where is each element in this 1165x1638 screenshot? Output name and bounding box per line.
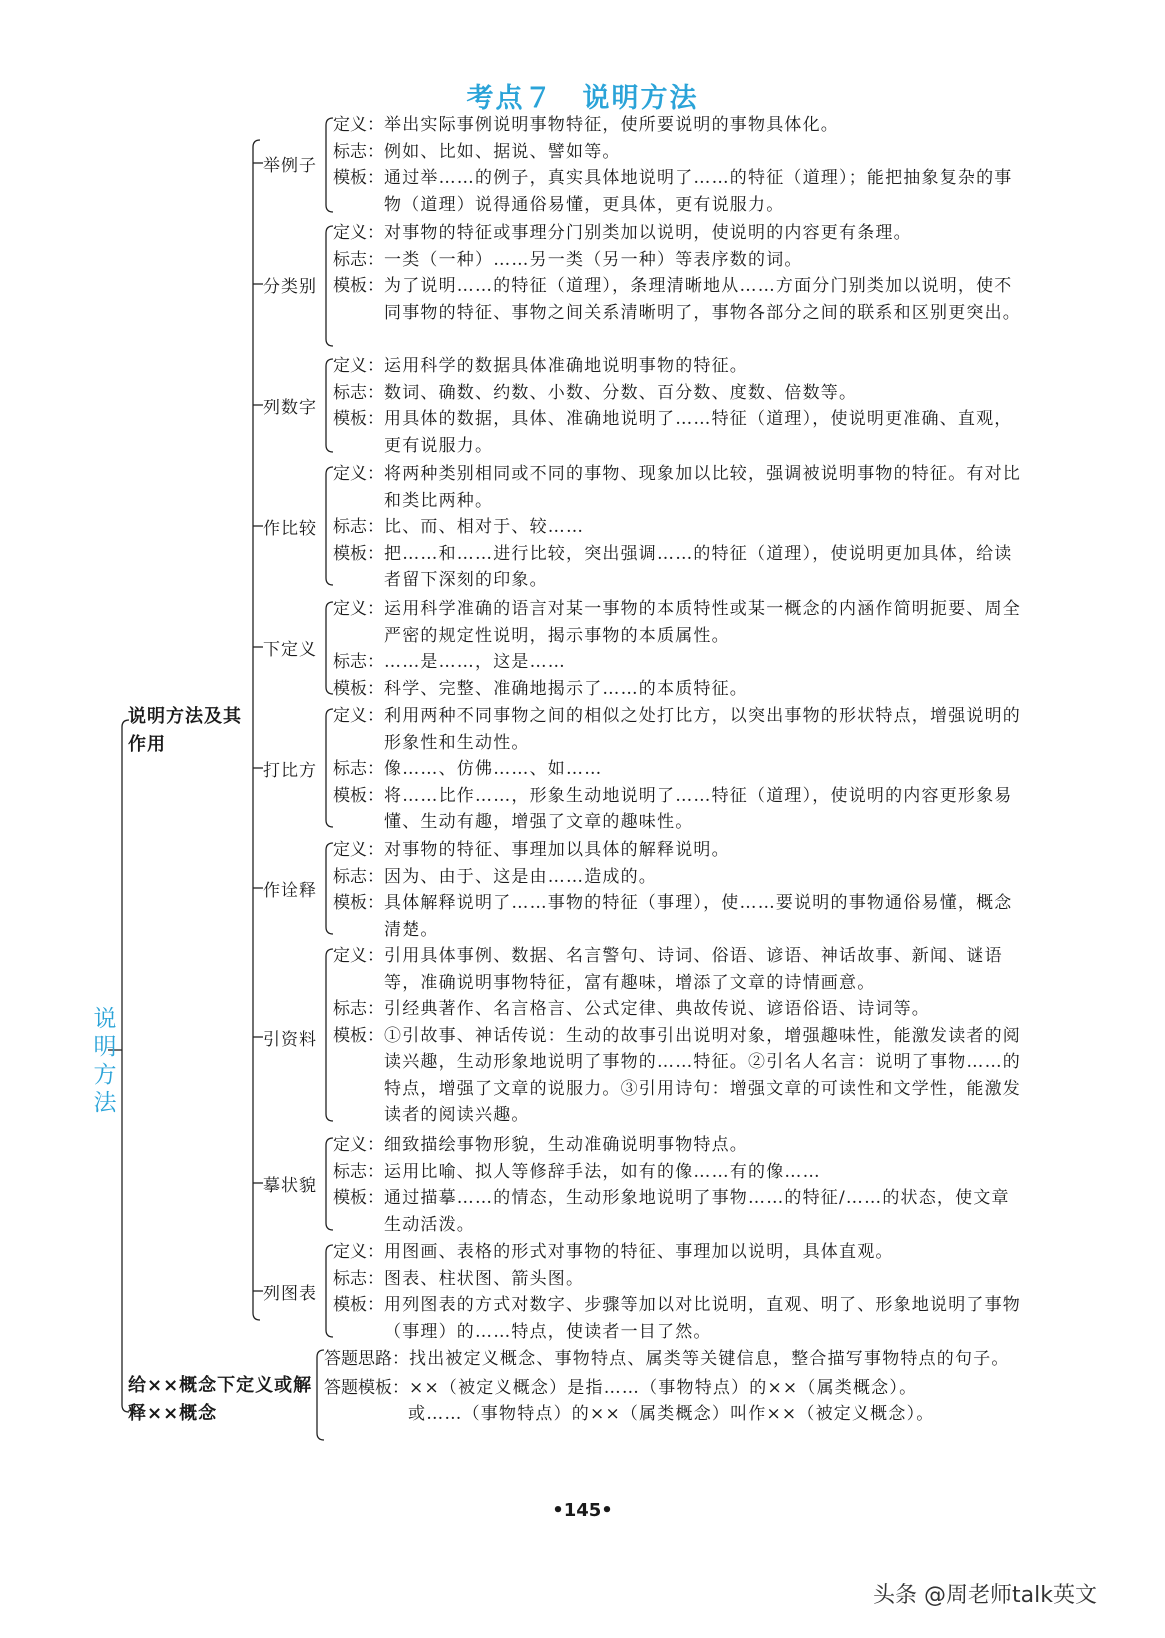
- list-item: [333, 1159, 1023, 1186]
- item-value: ①引故事、神话传说：生动的故事引出说明对象，增强趣味性，能激发读者的阅读兴趣，生动形象地说明了事物的……特征。②引名人名言：说明了事物……的特点，增强了文章的说服力。③引用诗句：增强文章的可读性和文学性，能激发读者的阅读兴趣。: [384, 1025, 1021, 1125]
- method-label: 作比较: [263, 519, 317, 539]
- item-value: 找出被定义概念、事物特点、属类等关键信息，整合描写事物特点的句子。: [409, 1349, 1010, 1369]
- item-value: 具体解释说明了……事物的特征（事理），使……要说明的事物通俗易懂，概念清楚。: [384, 893, 1013, 940]
- item-key: 标志：: [333, 1268, 384, 1289]
- item-key: 答题思路：: [324, 1349, 409, 1369]
- list-item: [333, 996, 1023, 1023]
- item-value: 通过举……的例子，真实具体地说明了……的特征（道理）；能把抽象复杂的事物（道理）说得通俗易懂，更具体，更有说服力。: [384, 168, 1013, 215]
- list-item: [333, 1239, 1023, 1266]
- list-item: [333, 1132, 1023, 1159]
- item-value: ……是……，这是……: [384, 652, 566, 672]
- list-item: [333, 165, 1023, 218]
- method-items: [333, 1239, 1023, 1345]
- method-bracket: [326, 226, 333, 346]
- item-value: 将两种类别相同或不同的事物、现象加以比较，强调被说明事物的特征。有对比和类比两种。: [384, 464, 1021, 511]
- page-title: 考点７ 说明方法: [466, 83, 699, 114]
- item-key: 定义：: [333, 946, 384, 966]
- item-value: 对事物的特征、事理加以具体的解释说明。: [384, 840, 730, 860]
- item-value: 举出实际事例说明事物特征，使所要说明的事物具体化。: [384, 115, 839, 135]
- watermark: 头条 @周老师talk英文: [873, 1583, 1097, 1608]
- method-bracket: [326, 467, 333, 585]
- item-key: 模板：: [333, 1295, 384, 1315]
- method-label: 分类别: [263, 277, 317, 297]
- item-value: 引用具体事例、数据、名言警句、诗词、俗语、谚语、神话故事、新闻、谜语等，准确说明事物特征，富有趣味，增添了文章的诗情画意。: [384, 946, 1003, 993]
- list-item: [333, 864, 1023, 891]
- item-value: 数词、确数、约数、小数、分数、百分数、度数、倍数等。: [384, 382, 858, 403]
- method-items: [333, 353, 1023, 459]
- list-item: [333, 514, 1023, 541]
- item-value: 运用科学准确的语言对某一事物的本质特性或某一概念的内涵作简明扼要、周全严密的规定性说明，揭示事物的本质属性。: [384, 599, 1021, 646]
- item-value: 利用两种不同事物之间的相似之处打比方，以突出事物的形状特点，增强说明的形象性和生动性。: [384, 706, 1021, 753]
- list-item: [333, 273, 1023, 326]
- list-item: [324, 1401, 1024, 1428]
- item-value: 对事物的特征或事理分门别类加以说明，使说明的内容更有条理。: [384, 223, 912, 243]
- list-item: [333, 406, 1023, 459]
- item-key: 标志：: [333, 517, 384, 537]
- item-key: 定义：: [333, 1242, 384, 1262]
- method-bracket: [326, 843, 333, 934]
- method-label: 打比方: [263, 761, 317, 781]
- item-key: 模板：: [333, 1025, 384, 1046]
- list-item: [324, 1375, 1024, 1402]
- list-item: [333, 1292, 1023, 1345]
- list-item: [333, 1023, 1023, 1129]
- item-value: ××（被定义概念）是指……（事物特点）的××（属类概念）。: [409, 1377, 918, 1398]
- method-items: [333, 943, 1023, 1129]
- item-key: 标志：: [333, 759, 384, 779]
- section-label-methods: 说明方法及其作用: [128, 706, 242, 755]
- method-label: 摹状貌: [263, 1176, 317, 1196]
- item-value: 一类（一种）……另一类（另一种）等表序数的词。: [384, 249, 803, 270]
- item-key: 定义：: [333, 356, 384, 376]
- method-bracket: [326, 118, 333, 212]
- list-item: [333, 837, 1023, 864]
- list-item: [333, 353, 1023, 380]
- method-items: [333, 220, 1023, 326]
- list-item: [333, 247, 1023, 274]
- item-value: 像……、仿佛……、如……: [384, 759, 603, 779]
- item-value: 因为、由于、这是由……造成的。: [384, 866, 657, 887]
- item-value: 把……和……进行比较，突出强调……的特征（道理），使说明更加具体，给读者留下深刻的印象。: [384, 543, 1013, 590]
- method-items: [333, 1132, 1023, 1238]
- method-bracket: [326, 1245, 333, 1337]
- method-items: [333, 596, 1023, 702]
- list-item: [333, 1185, 1023, 1238]
- item-value: 细致描绘事物形貌，生动准确说明事物特点。: [384, 1135, 748, 1155]
- method-items: [333, 461, 1023, 594]
- list-item: [333, 596, 1023, 649]
- method-label: 列图表: [263, 1284, 317, 1304]
- item-key: 定义：: [333, 1135, 384, 1155]
- item-key: 定义：: [333, 115, 384, 135]
- item-key: 标志：: [333, 999, 384, 1019]
- item-value: 为了说明……的特征（道理），条理清晰地从……方面分门别类加以说明，使不同事物的特征、事物之间关系清晰明了，事物各部分之间的联系和区别更突出。: [384, 276, 1021, 323]
- method-label: 引资料: [263, 1030, 317, 1050]
- item-key: 标志：: [333, 249, 384, 270]
- method-items: [333, 837, 1023, 943]
- item-value: 图表、柱状图、箭头图。: [384, 1268, 585, 1289]
- item-key: 标志：: [333, 1161, 384, 1182]
- methods-bracket: [253, 140, 260, 1320]
- item-value: 比、而、相对于、较……: [384, 517, 585, 537]
- list-item: [333, 676, 1023, 703]
- item-key: 定义：: [333, 464, 384, 484]
- list-item: [333, 541, 1023, 594]
- method-bracket: [326, 709, 333, 827]
- item-key: 定义：: [333, 599, 384, 619]
- root-bracket: [122, 720, 129, 1412]
- method-bracket: [326, 602, 333, 694]
- item-key: 标志：: [333, 652, 384, 672]
- item-value: 将……比作……，形象生动地说明了……特征（道理），使说明的内容更形象易懂、生动有趣，增强了文章的趣味性。: [384, 785, 1013, 832]
- item-key: 模板：: [333, 678, 384, 699]
- item-value: 用列图表的方式对数字、步骤等加以对比说明，直观、明了、形象地说明了事物（事理）的……特点，使读者一目了然。: [384, 1295, 1021, 1342]
- list-item: [333, 890, 1023, 943]
- method-bracket: [326, 949, 333, 1121]
- method-label: 举例子: [263, 156, 317, 176]
- definition-bracket: [317, 1350, 324, 1440]
- method-bracket: [326, 1138, 333, 1230]
- list-item: [333, 703, 1023, 756]
- list-item: [333, 380, 1023, 407]
- root-label: 说明方法: [93, 1006, 117, 1116]
- item-value: 运用科学的数据具体准确地说明事物的特征。: [384, 356, 748, 376]
- list-item: [333, 756, 1023, 783]
- list-item: [333, 943, 1023, 996]
- item-value: 或……（事物特点）的××（属类概念）叫作××（被定义概念）。: [408, 1404, 935, 1424]
- list-item: [333, 220, 1023, 247]
- item-value: 用具体的数据，具体、准确地说明了……特征（道理），使说明更准确、直观，更有说服力。: [384, 409, 1013, 456]
- item-key: 模板：: [333, 168, 384, 188]
- item-key: 模板：: [333, 785, 384, 806]
- item-key: 标志：: [333, 382, 384, 403]
- item-key: 定义：: [333, 840, 384, 860]
- item-key: 定义：: [333, 223, 384, 243]
- page-number: •145•: [552, 1500, 613, 1521]
- method-items: [333, 112, 1023, 218]
- item-value: 引经典著作、名言格言、公式定律、典故传说、谚语俗语、诗词等。: [384, 999, 930, 1019]
- list-item: [333, 112, 1023, 139]
- item-key: 标志：: [333, 141, 384, 162]
- item-key: 答题模板：: [324, 1377, 409, 1398]
- method-items: [333, 703, 1023, 836]
- method-bracket: [326, 359, 333, 452]
- item-value: 运用比喻、拟人等修辞手法，如有的像……有的像……: [384, 1161, 821, 1182]
- method-label: 列数字: [263, 398, 317, 418]
- list-item: [333, 649, 1023, 676]
- item-key: 模板：: [333, 893, 384, 913]
- item-key: 标志：: [333, 866, 384, 887]
- method-label: 作诠释: [263, 881, 317, 901]
- list-item: [333, 139, 1023, 166]
- item-value: 通过描摹……的情态，生动形象地说明了事物……的特征/……的状态，使文章生动活泼。: [384, 1188, 1010, 1235]
- list-item: [333, 461, 1023, 514]
- list-item: [333, 1266, 1023, 1293]
- item-key: 模板：: [333, 409, 384, 429]
- list-item: [333, 783, 1023, 836]
- section-label-definition: 给××概念下定义或解释××概念: [128, 1375, 313, 1424]
- item-value: 科学、完整、准确地揭示了……的本质特征。: [384, 678, 748, 699]
- item-key: 定义：: [333, 706, 384, 726]
- list-item: [324, 1346, 1024, 1373]
- method-label: 下定义: [263, 640, 317, 660]
- item-value: 用图画、表格的形式对事物的特征、事理加以说明，具体直观。: [384, 1242, 894, 1262]
- item-key: 模板：: [333, 543, 384, 564]
- item-value: 例如、比如、据说、譬如等。: [384, 141, 621, 162]
- definition-items: [324, 1346, 1024, 1428]
- item-key: 模板：: [333, 1188, 384, 1208]
- item-key: 模板：: [333, 276, 384, 296]
